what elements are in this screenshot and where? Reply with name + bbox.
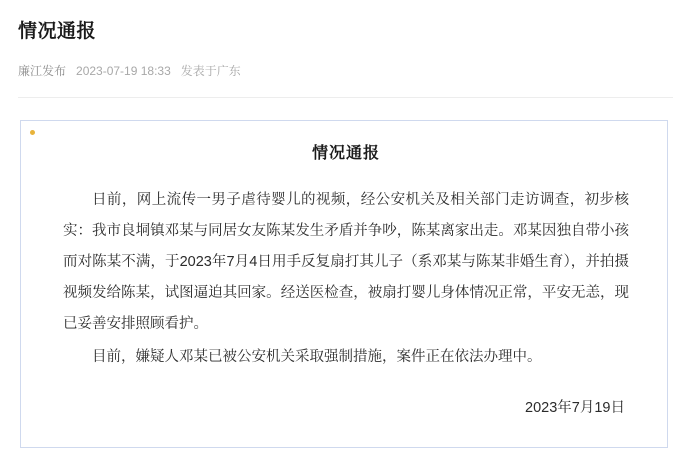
article-page [0,18,691,467]
notice-date: 2023年7月19日 [525,400,625,416]
meta-location: 发表于广东 [180,64,241,78]
notice-paragraph-1: 日前，网上流传一男子虐待婴儿的视频，经公安机关及相关部门走访调查，初步核实：我市良垌镇邓某与同居女友陈某发生矛盾并争吵，陈某离家出走。邓某因独自带小孩而对陈某不满，于2023年7月4日用手反复扇打其儿子（系邓某与陈某非婚生育），并拍摄视频发给陈某，试图逼迫其回家。经送医检查，被扇打婴儿身体情况正常，平安无恙，现已妥善安排照顾看护。 [63,192,629,332]
notice-paragraph-2: 目前，嫌疑人邓某已被公安机关采取强制措施，案件正在依法办理中。 [92,349,542,365]
meta-source: 廉江发布 [18,64,67,78]
bullet-dot-icon [30,130,35,135]
meta-datetime: 2023-07-19 18:33 [76,64,171,78]
header-divider [18,97,673,98]
article-meta [18,62,673,80]
notice-heading: 情况通报 [311,145,380,162]
page-title: 情况通报 [18,21,97,42]
notice-card [20,120,668,448]
